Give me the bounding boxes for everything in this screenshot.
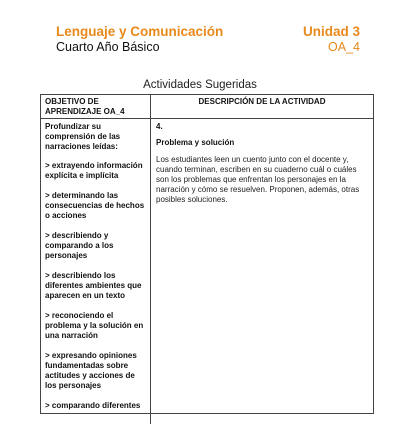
objective-item: > determinando las consecuencias de hechos o acciones: [45, 191, 145, 220]
objective-intro: Profundizar su comprensión de las narraciones leídas:: [45, 122, 121, 151]
objective-item: > describiendo y comparando a los personajes: [45, 231, 114, 260]
objective-code: OA_4: [328, 40, 360, 54]
objective-item: > expresando opiniones fundamentadas sobre actitudes y acciones de los personajes: [45, 351, 137, 390]
unit-label: Unidad 3: [302, 24, 360, 39]
grade-label: Cuarto Año Básico: [56, 40, 160, 54]
objective-cell: [41, 119, 151, 424]
subject-title: Lenguaje y Comunicación: [56, 24, 224, 39]
section-title: Actividades Sugeridas: [143, 79, 257, 91]
objective-item: > reconociendo el problema y la solución en una narración: [45, 311, 144, 340]
activity-cell: [151, 119, 373, 424]
objective-item: > extrayendo información explícita e implícita: [45, 161, 143, 180]
objective-item: > comparando diferentes: [45, 401, 141, 410]
table-header: [41, 95, 373, 119]
activity-number: 4.: [156, 122, 163, 131]
activities-table: [40, 94, 374, 414]
objective-column-header: OBJETIVO DE APRENDIZAJE OA_4: [41, 95, 151, 118]
activity-description: Los estudiantes leen un cuento junto con el docente y, cuando terminan, escriben en su cuaderno cuál o cuáles son los problemas que enfrentan los personajes en la narración y cómo se resuelven. Proponen, además, otras posibles soluciones.: [156, 155, 360, 204]
objective-item: > describiendo los diferentes ambientes que aparecen en un texto: [45, 271, 142, 300]
page-header: [56, 24, 360, 55]
activity-title: Problema y solución: [156, 138, 235, 147]
table-body: [41, 119, 373, 424]
description-column-header: DESCRIPCIÓN DE LA ACTIVIDAD: [198, 97, 326, 106]
